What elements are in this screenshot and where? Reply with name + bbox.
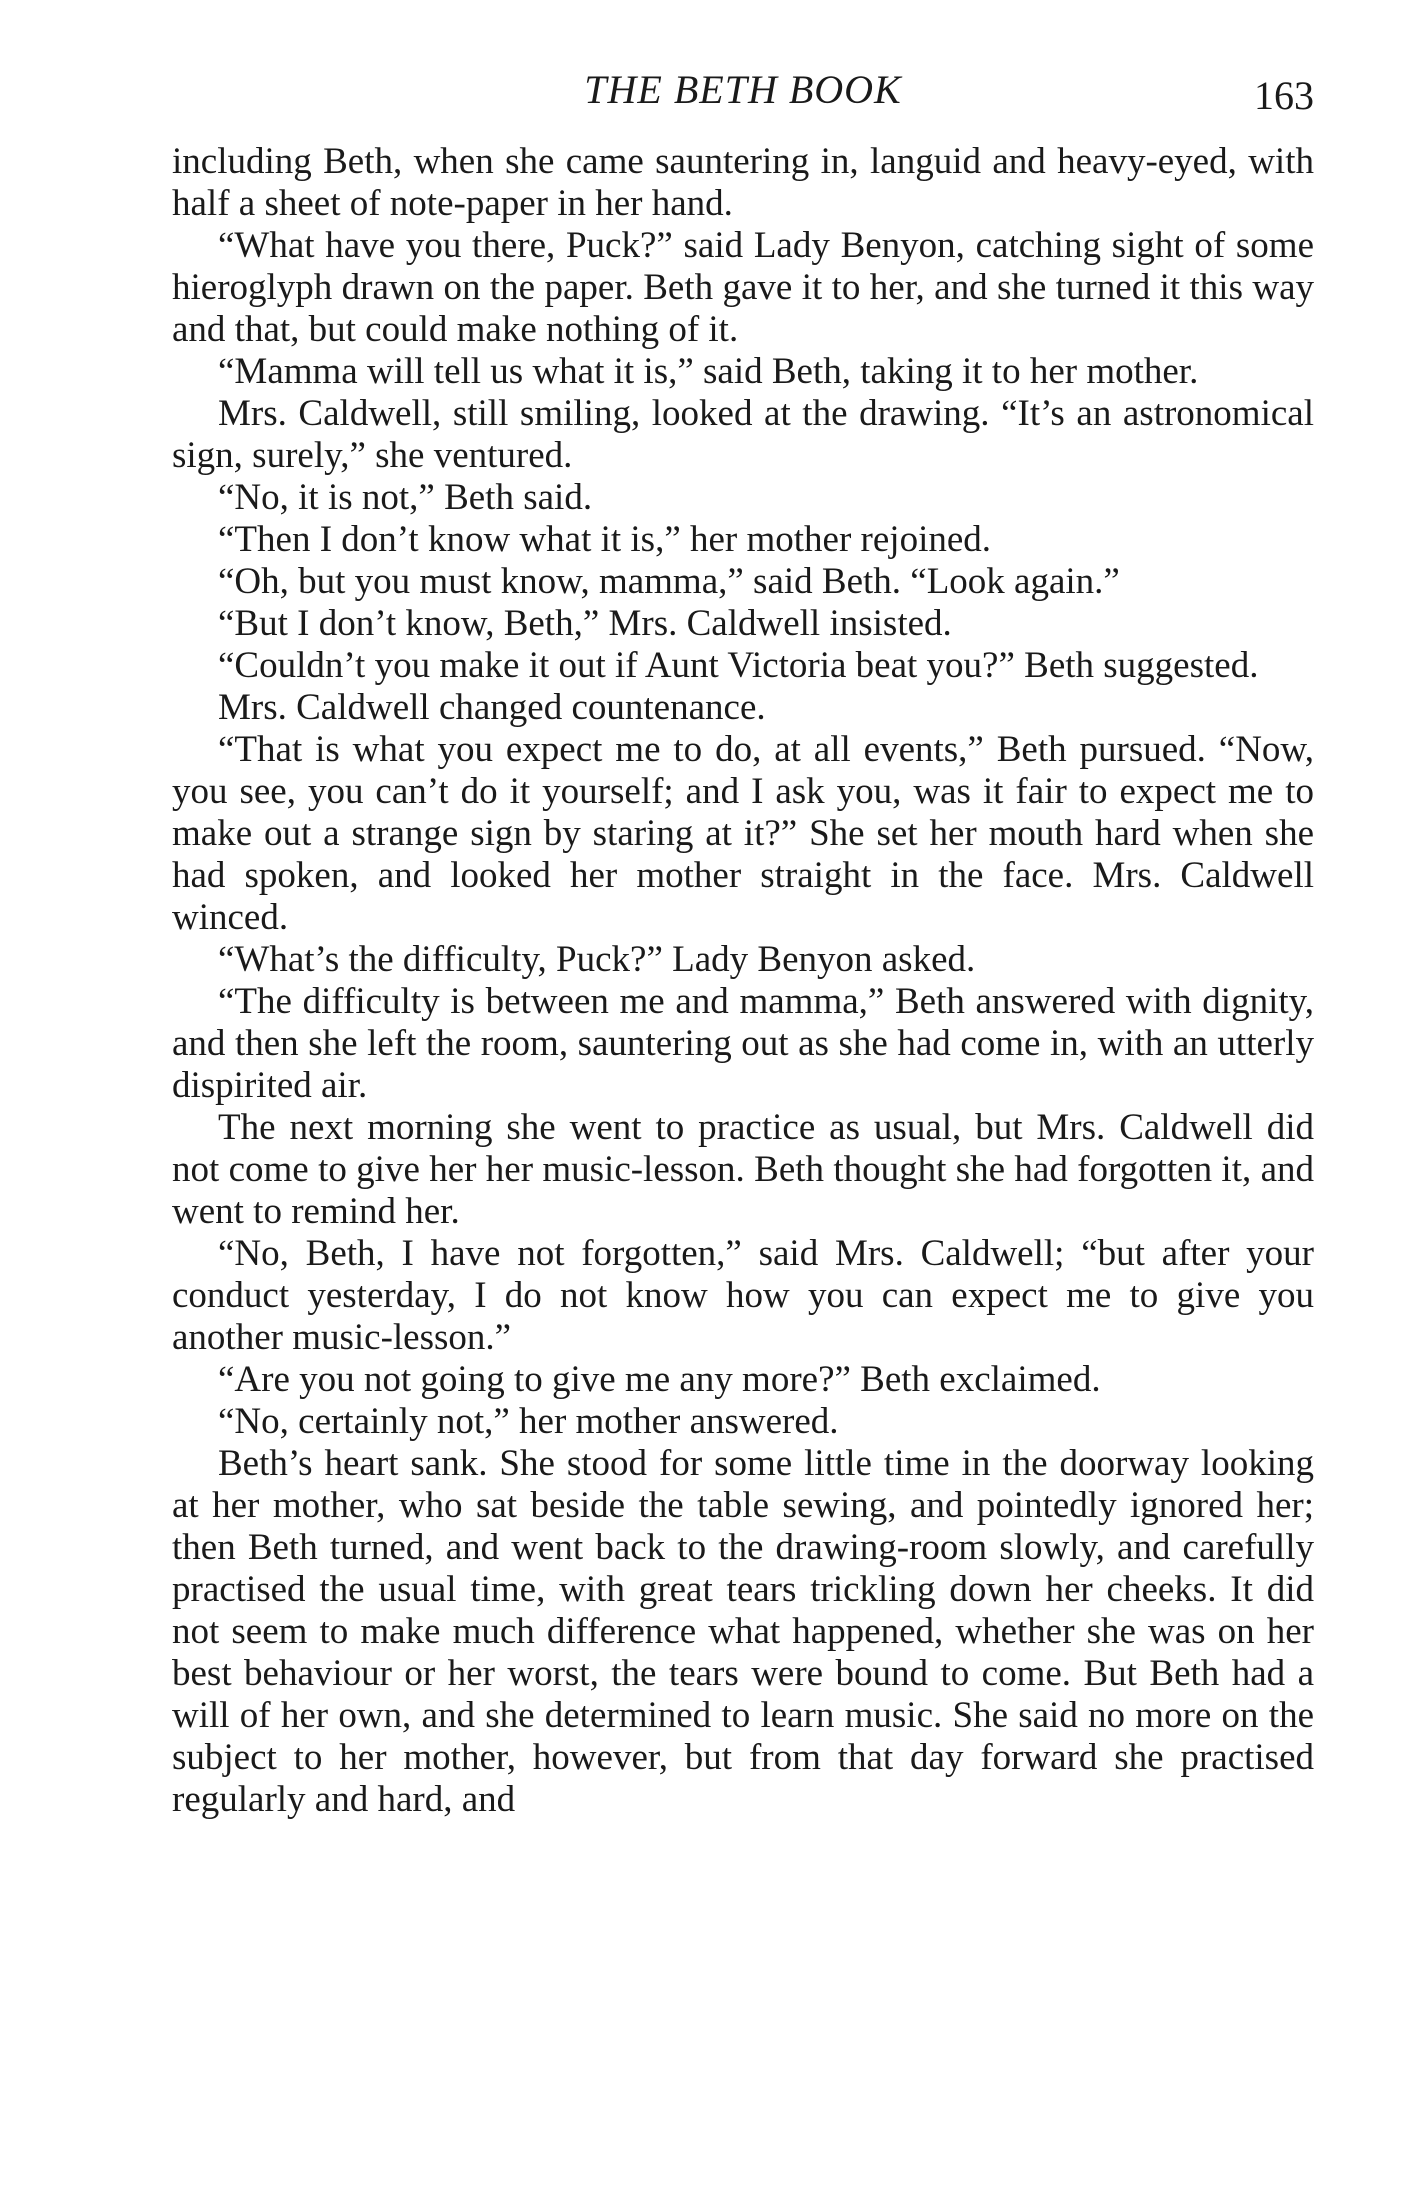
paragraph: “What’s the difficulty, Puck?” Lady Benyon asked. — [218, 939, 976, 980]
paragraph: Beth’s heart sank. She stood for some little time in the doorway looking at her mother, who sat beside the table sewing, and pointedly ignored her; then Beth turned, and went back to the drawing-room slowly, and carefully practised the usual time, with great tears trickling down her cheeks. It did not seem to make much difference what happened, whether she was on her best behaviour or her worst, the tears were bound to come. But Beth had a will of her own, and she determined to learn music. She said no more on the subject to her mother, however, but from that day forward she practised regularly and hard, and — [172, 1443, 1314, 1820]
paragraph: Mrs. Caldwell, still smiling, looked at the drawing. “It’s an astronomical sign, surely,” she ventured. — [172, 393, 1314, 476]
paragraph: “That is what you expect me to do, at all events,” Beth pursued. “Now, you see, you can’t do it yourself; and I ask you, was it fair to expect me to make out a strange sign by staring at it?” She set her mouth hard when she had spoken, and looked her mother straight in the face. Mrs. Caldwell winced. — [172, 729, 1314, 938]
paragraph: The next morning she went to practice as usual, but Mrs. Caldwell did not come to give her her music-lesson. Beth thought she had forgotten it, and went to remind her. — [172, 1107, 1314, 1232]
page-number: 163 — [1254, 73, 1314, 118]
paragraph: “What have you there, Puck?” said Lady Benyon, catching sight of some hieroglyph drawn on the paper. Beth gave it to her, and she turned it this way and that, but could make nothing of it. — [172, 225, 1314, 350]
paragraph: “Mamma will tell us what it is,” said Beth, taking it to her mother. — [218, 351, 1199, 392]
paragraph: “No, Beth, I have not forgotten,” said Mrs. Caldwell; “but after your conduct yesterday, I do not know how you can expect me to give you another music-lesson.” — [172, 1233, 1314, 1358]
paragraph: “Oh, but you must know, mamma,” said Beth. “Look again.” — [218, 561, 1120, 602]
paragraph: “Then I don’t know what it is,” her mother rejoined. — [218, 519, 992, 560]
body-text — [172, 141, 1314, 1821]
paragraph: “No, certainly not,” her mother answered. — [218, 1401, 839, 1442]
running-title: THE BETH BOOK — [584, 67, 902, 112]
paragraph: including Beth, when she came sauntering in, languid and heavy-eyed, with half a sheet of note-paper in her hand. — [172, 141, 1314, 224]
paragraph: “Couldn’t you make it out if Aunt Victoria beat you?” Beth suggested. — [218, 645, 1259, 686]
paragraph: “Are you not going to give me any more?” Beth exclaimed. — [218, 1359, 1101, 1400]
paragraph: “The difficulty is between me and mamma,” Beth answered with dignity, and then she left the room, sauntering out as she had come in, with an utterly dispirited air. — [172, 981, 1314, 1106]
paragraph: “No, it is not,” Beth said. — [218, 477, 593, 518]
paragraph: Mrs. Caldwell changed countenance. — [218, 687, 766, 728]
page-header — [172, 62, 1314, 118]
paragraph: “But I don’t know, Beth,” Mrs. Caldwell insisted. — [218, 603, 952, 644]
